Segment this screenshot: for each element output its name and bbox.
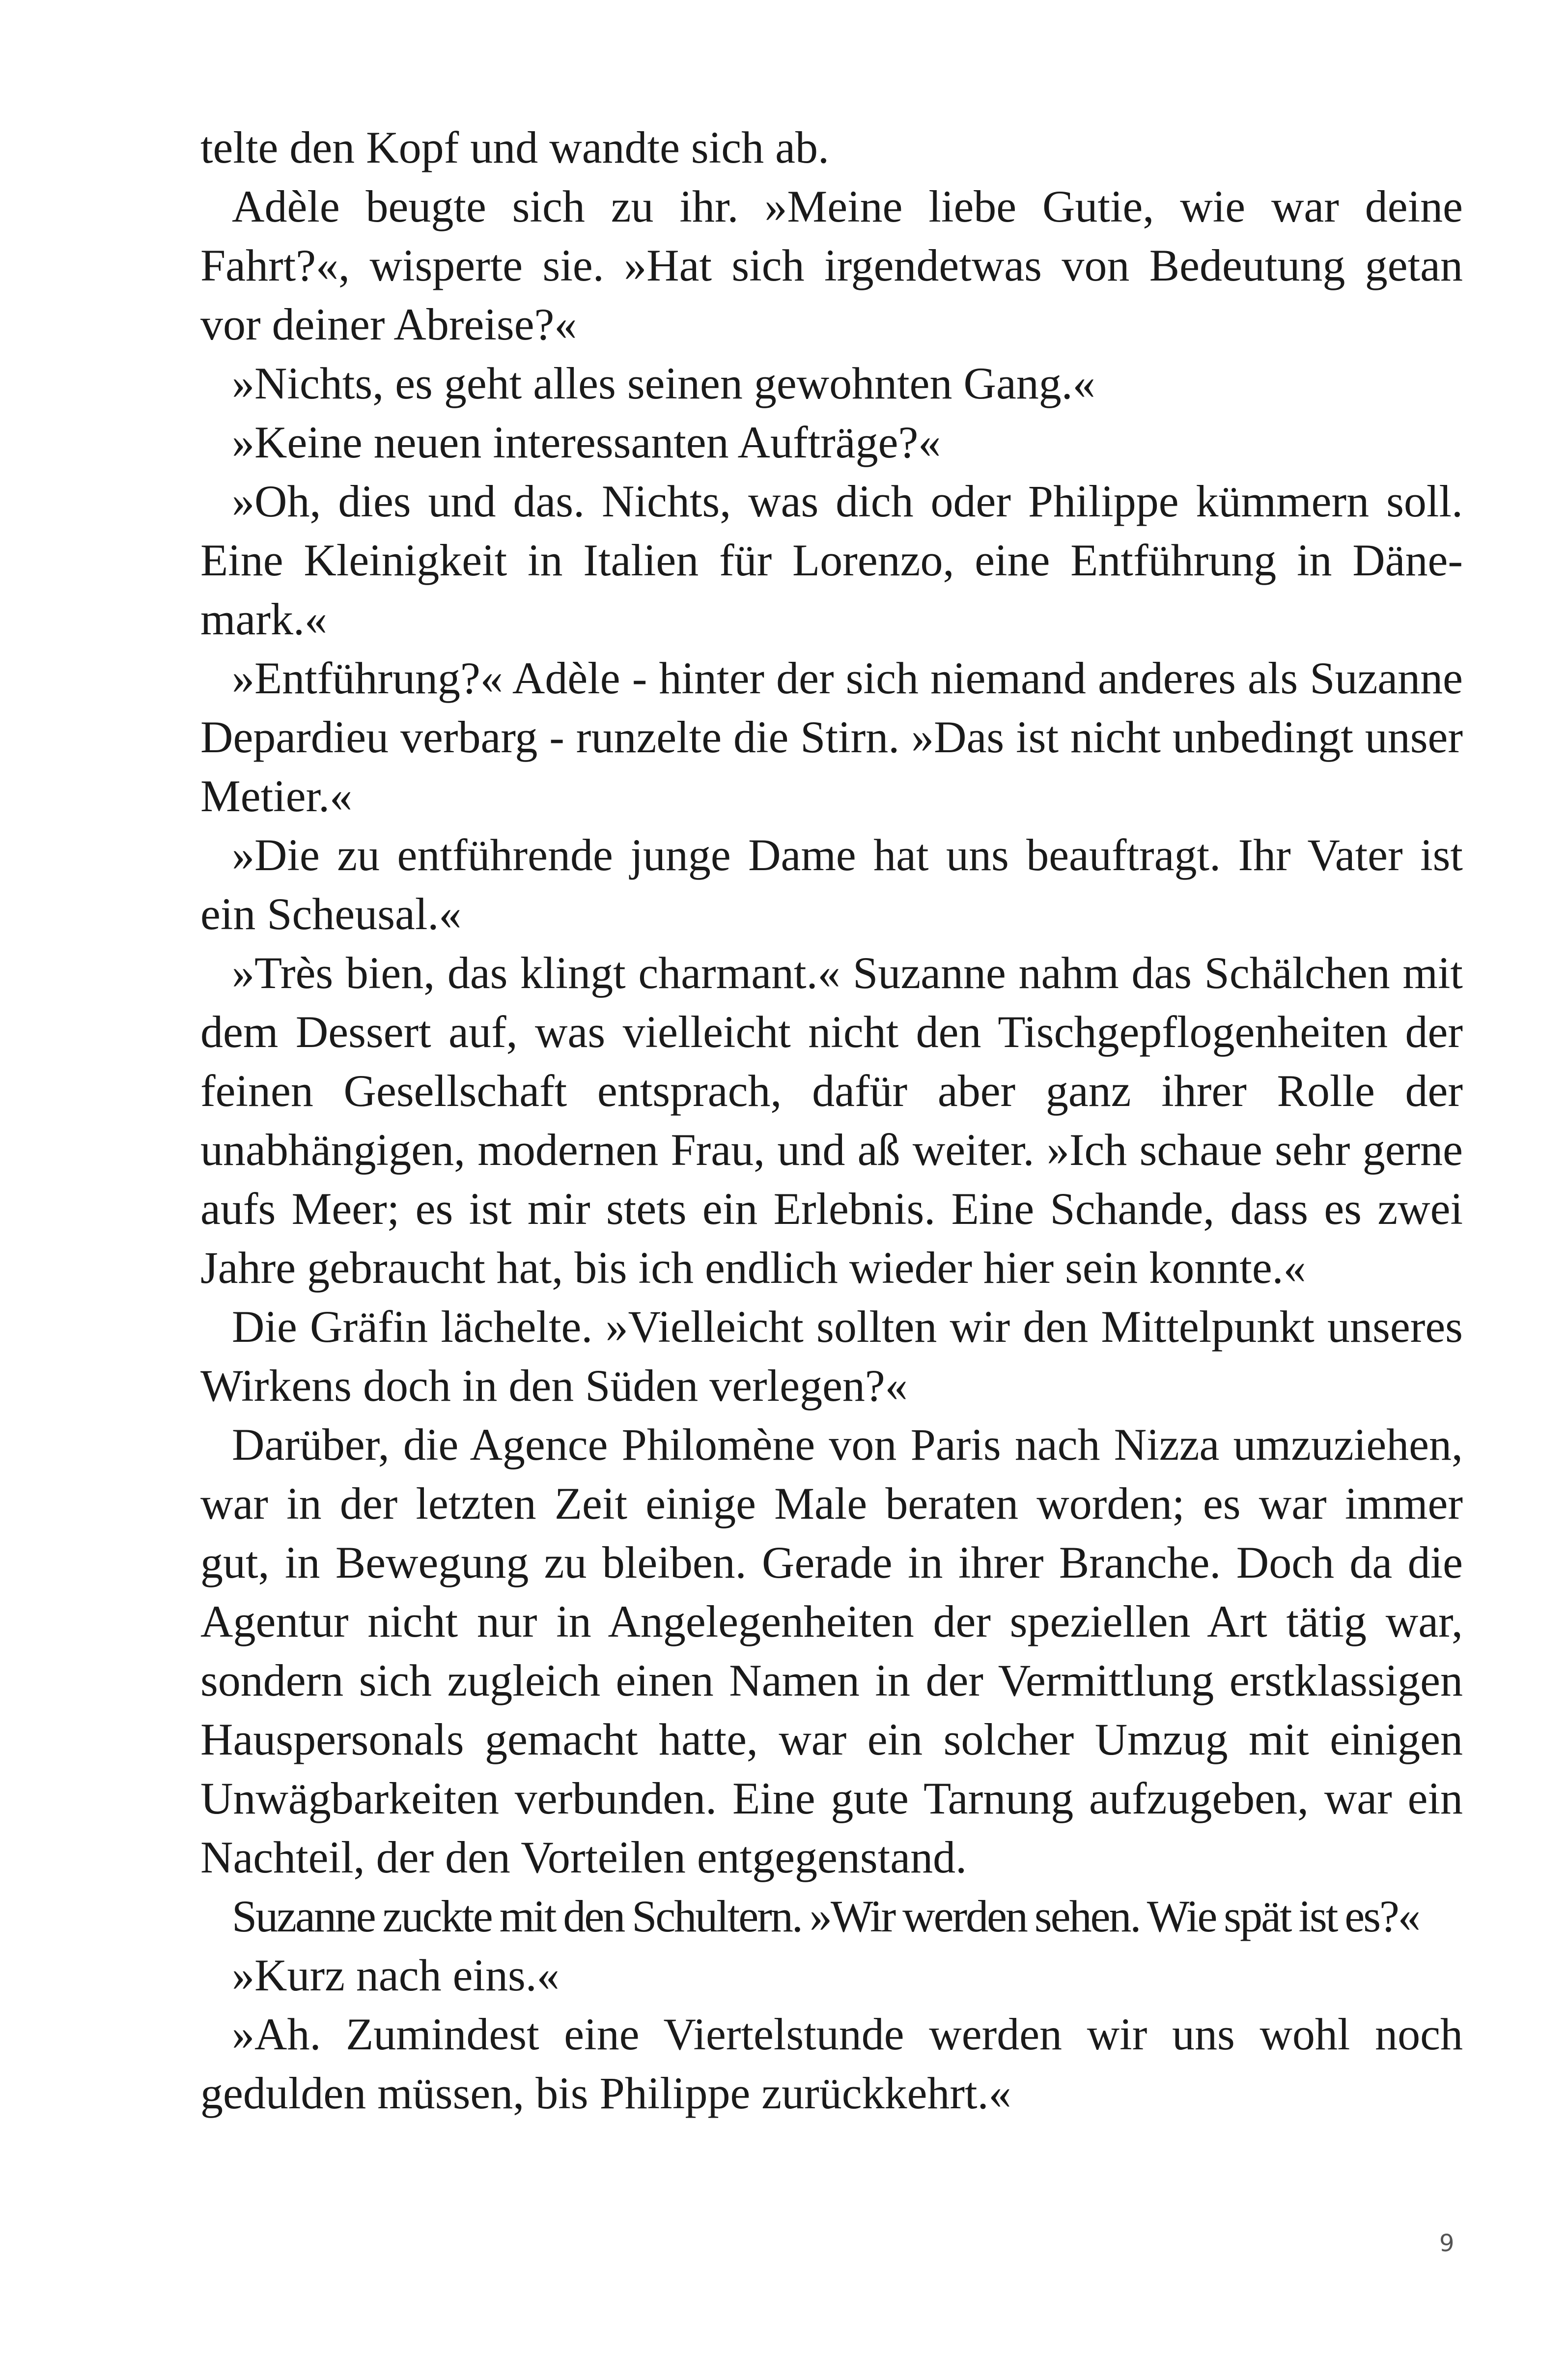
paragraph-13: »Ah. Zumindest eine Viertelstunde werden wir uns wohl noch gedulden müssen, bis Philippe zurückkehrt.« (200, 2009, 1463, 2118)
paragraph-5: »Oh, dies und das. Nichts, was dich oder Philippe kümmern soll. Eine Kleinigkeit in Italien für Lorenzo, eine Entführung in Dänemark.« (200, 476, 1463, 644)
paragraph-12: »Kurz nach eins.« (232, 1950, 560, 2000)
paragraph-2: Adèle beugte sich zu ihr. »Meine liebe Gutie, wie war deine Fahrt?«, wisperte sie. »Hat sich irgendetwas von Bedeutung getan vor deiner Abreise?« (200, 181, 1463, 349)
paragraph-9: Die Gräfin lächelte. »Vielleicht sollten wir den Mittelpunkt unseres Wirkens doch in den Süden verlegen?« (200, 1302, 1463, 1411)
paragraph-11: Suzanne zuckte mit den Schultern. »Wir werden sehen. Wie spät ist es?« (232, 1891, 1419, 1941)
paragraph-10: Darüber, die Agence Philomène von Paris nach Nizza umzuziehen, war in der letzten Zeit einige Male beraten worden; es war immer gut, in Bewegung zu bleiben. Gerade in ihrer Branche. Doch da die Agentur nicht nur in Angelegenheiten der speziellen Art tätig war, sondern sich zugleich einen Namen in der Vermittlung erstklassigen Hauspersonals gemacht hatte, war ein solcher Umzug mit einigen Unwägbarkeiten verbunden. Eine gute Tarnung aufzugeben, war ein Nachteil, der den Vorteilen entgegenstand. (200, 1419, 1463, 1882)
paragraph-6: »Entführung?« Adèle - hinter der sich niemand anderes als Suzanne Depardieu verbarg - runzelte die Stirn. »Das ist nicht unbedingt unser Metier.« (200, 653, 1463, 821)
paragraph-4: »Keine neuen interessanten Aufträge?« (232, 417, 941, 467)
paragraph-3: »Nichts, es geht alles seinen gewohnten Gang.« (232, 358, 1095, 408)
page-number: 9 (1439, 2230, 1455, 2257)
paragraph-8: »Très bien, das klingt charmant.« Suzanne nahm das Schälchen mit dem Dessert auf, was vielleicht nicht den Tischgepflogenheiten der feinen Gesellschaft entsprach, dafür aber ganz ihrer Rolle der unabhängigen, modernen Frau, und aß weiter. »Ich schaue sehr gerne aufs Meer; es ist mir stets ein Erlebnis. Eine Schande, dass es zwei Jahre gebraucht hat, bis ich endlich wieder hier sein konnte.« (200, 948, 1463, 1293)
paragraph-7: »Die zu entführende junge Dame hat uns beauftragt. Ihr Vater ist ein Scheusal.« (200, 830, 1463, 939)
paragraph-1: telte den Kopf und wandte sich ab. (200, 122, 829, 172)
body-text (200, 118, 1463, 2123)
